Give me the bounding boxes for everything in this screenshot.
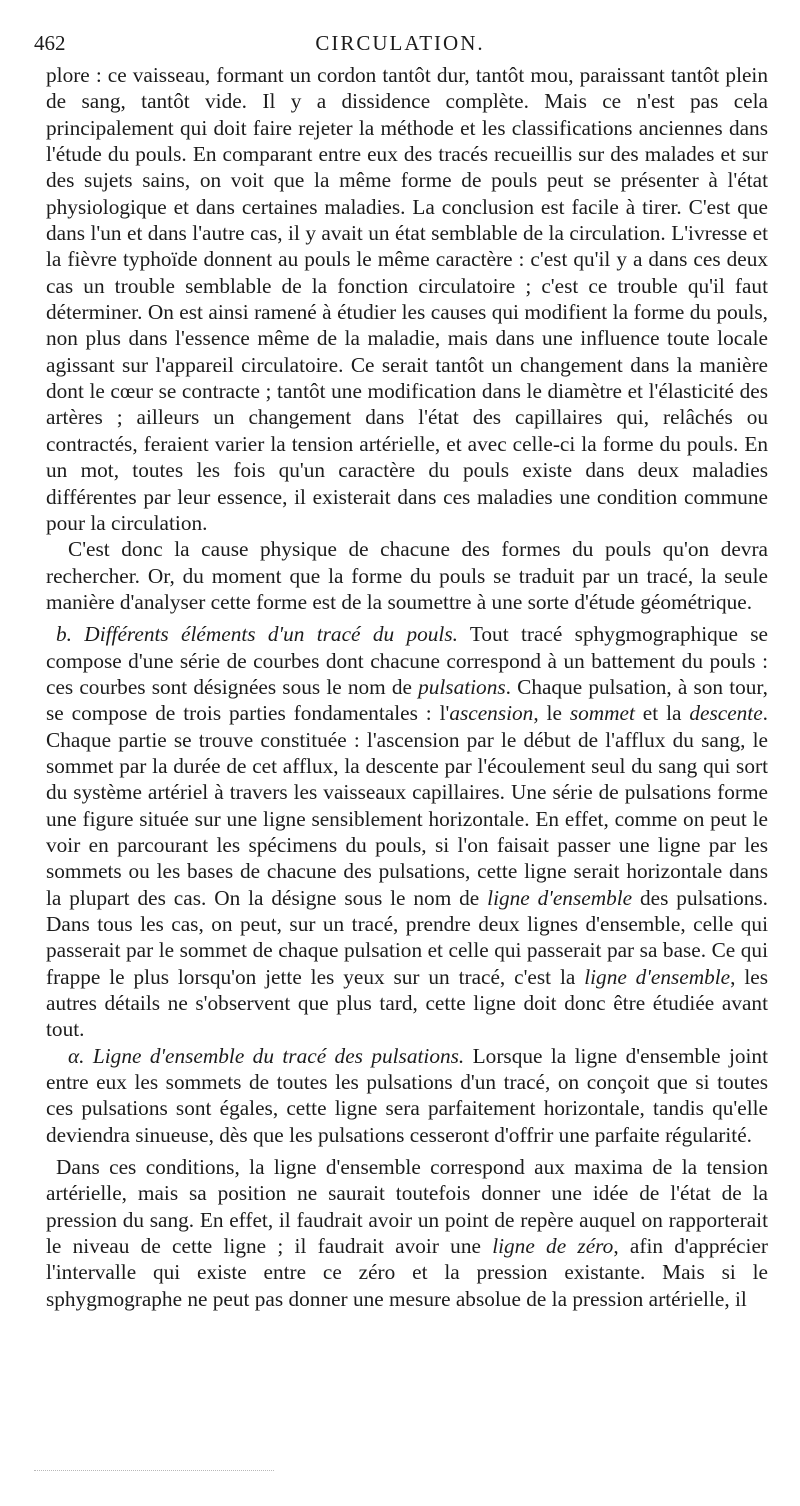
paragraph-5: Dans ces conditions, la ligne d'ensemble correspond aux maxima de la tension artérielle, mais sa position ne saurait toutefois donner une idée de l'état de la pression du sang. En effet, il faudrait avoir un point de repère auquel on rapporterait le niveau de cette ligne ; il faudrait avoir une ligne de zéro, afin d'apprécier l'intervalle qui existe entre ce zéro et la pression existante. Mais si le sphygmographe ne peut pas donner une mesure absolue de la pression artérielle, il [46, 1155, 768, 1311]
section-heading-b: b. Différents éléments d'un tracé du pouls. [56, 622, 458, 647]
body-text [46, 62, 768, 1312]
paragraph-1: plore : ce vaisseau, formant un cordon tantôt dur, tantôt mou, paraissant tantôt plein de sang, tantôt vide. Il y a dissidence complète. Mais ce n'est pas cela principalement qui doit faire rejeter la méthode et les classifications anciennes dans l'étude du pouls. En comparant entre eux des tracés recueillis sur des malades et sur des sujets sains, on voit que la même forme de pouls peut se présenter à l'état physiologique et dans certaines maladies. La conclusion est facile à tirer. C'est que dans l'un et dans l'autre cas, il y avait un état semblable de la circulation. L'ivresse et la fièvre typhoïde donnent au pouls le même caractère : c'est qu'il y a dans ces deux cas un trouble semblable de la fonction circulatoire ; c'est ce trouble qu'il faut déterminer. On est ainsi ramené à étudier les causes qui modifient la forme du pouls, non plus dans l'essence même de la maladie, mais dans une influence toute locale agissant sur l'appareil circulatoire. Ce serait tantôt un changement dans la manière dont le cœur se contracte ; tantôt une modification dans le diamètre et l'élasticité des artères ; ailleurs un changement dans l'état des capillaires qui, relâchés ou contractés, feraient varier la tension artérielle, et avec celle-ci la forme du pouls. En un mot, toutes les fois qu'un caractère du pouls existe dans deux maladies différentes par leur essence, il existerait dans ces maladies une condition commune pour la circulation. [46, 63, 768, 535]
footer-rule [34, 1470, 274, 1471]
running-head: CIRCULATION. [315, 31, 485, 55]
term-descente: descente [689, 701, 763, 726]
term-ascension: ascension [449, 701, 534, 726]
page-number: 462 [34, 31, 66, 55]
paragraph-2: C'est donc la cause physique de chacune des formes du pouls qu'on devra rechercher. Or, du moment que la forme du pouls se traduit par un tracé, la seule manière d'analyser cette forme est de la soumettre à une sorte d'étude géométrique. [46, 537, 768, 614]
paragraph-3: b. Différents éléments d'un tracé du pouls. Tout tracé sphygmographique se compose d'une série de courbes dont chacune correspond à un battement du pouls : ces courbes sont désignées sous le nom de pulsations. Chaque pulsation, à son tour, se compose de trois parties fondamentales : l'ascension, le sommet et la descente. Chaque partie se trouve constituée : l'ascension par le début de l'afflux du sang, le sommet par la durée de cet afflux, la descente par l'écoulement seul du sang qui sort du système artériel à travers les vaisseaux capillaires. Une série de pulsations forme une figure située sur une ligne sensiblement horizontale. En effet, comme on peut le voir en parcourant les spécimens du pouls, si l'on faisait passer une ligne par les sommets ou les bases de chacune des pulsations, cette ligne serait horizontale dans la plupart des cas. On la désigne sous le nom de ligne d'ensemble des pulsations. Dans tous les cas, on peut, sur un tracé, prendre deux lignes d'ensemble, celle qui passerait par le sommet de chaque pulsation et celle qui passerait par sa base. Ce qui frappe le plus lorsqu'on jette les yeux sur un tracé, c'est la ligne d'ensemble, les autres détails ne s'observent que plus tard, cette ligne doit donc être étudiée avant tout. [46, 622, 769, 1042]
term-sommet: sommet [569, 701, 635, 726]
page-header [34, 28, 766, 58]
term-ligne-ensemble: ligne d'ensemble [487, 885, 633, 910]
term-pulsations: pulsations [418, 674, 506, 699]
paragraph-4: α. Ligne d'ensemble du tracé des pulsations. Lorsque la ligne d'ensemble joint entre eux les sommets de toutes les pulsations d'un tracé, on conçoit que si toutes ces pulsations sont égales, cette ligne sera parfaitement horizontale, tandis qu'elle deviendra sinueuse, dès que les pulsations cesseront d'offrir une parfaite régularité. [46, 1043, 768, 1147]
term-ligne-ensemble-2: ligne d'ensemble [584, 964, 731, 989]
term-ligne-de-zero: ligne de zéro [492, 1234, 614, 1259]
section-heading-alpha: α. Ligne d'ensemble du tracé des pulsations. [68, 1043, 465, 1068]
